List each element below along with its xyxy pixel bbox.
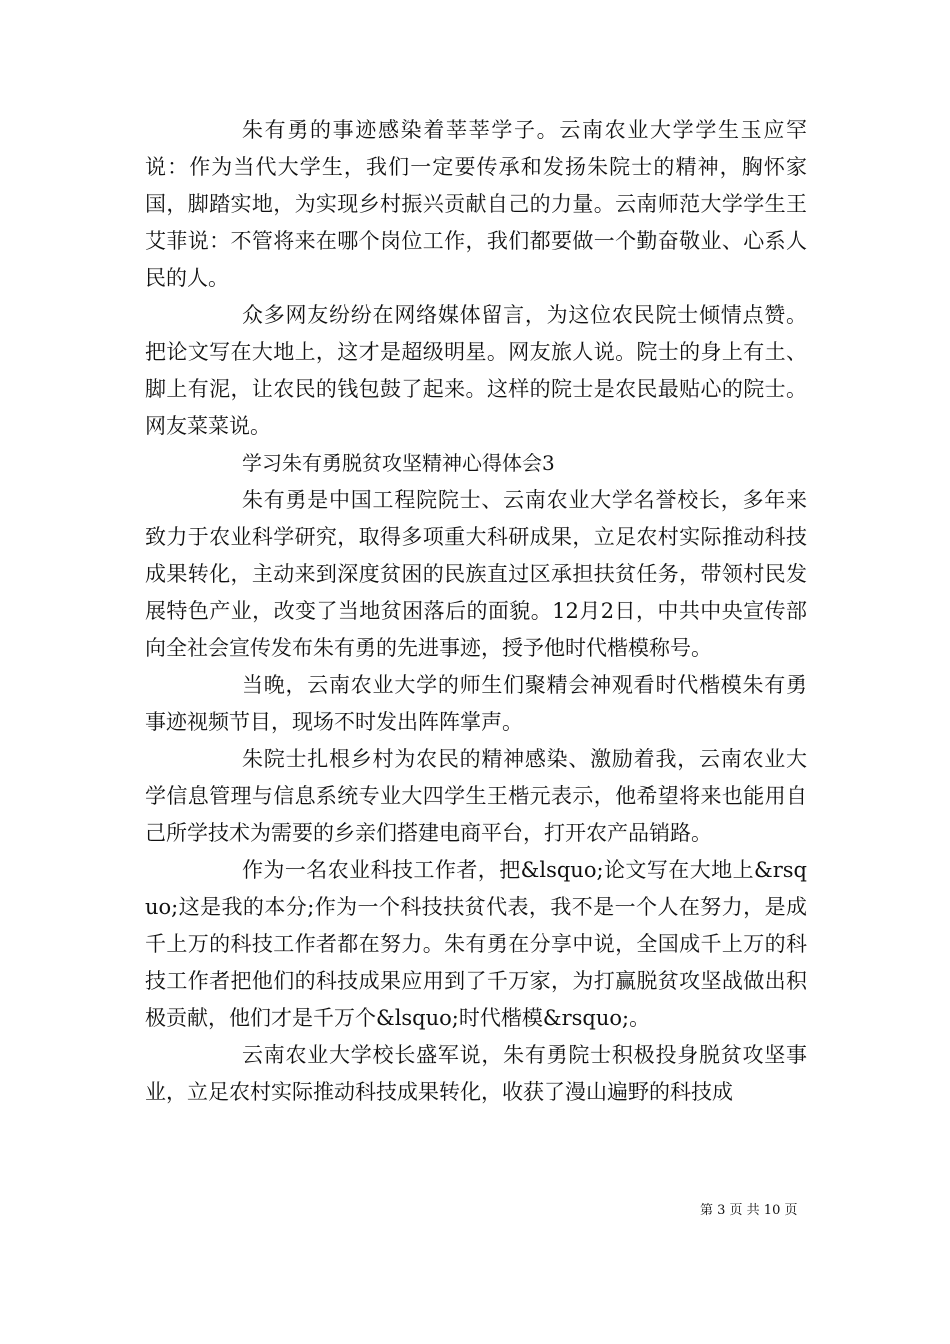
paragraph: 众多网友纷纷在网络媒体留言，为这位农民院士倾情点赞。把论文写在大地上，这才是超级明星。网友旅人说。院士的身上有土、脚上有泥，让农民的钱包鼓了起来。这样的院士是农民最贴心的院士。网友菜菜说。 bbox=[145, 303, 807, 438]
paragraph: 当晚，云南农业大学的师生们聚精会神观看时代楷模朱有勇事迹视频节目，现场不时发出阵阵掌声。 bbox=[145, 673, 807, 734]
paragraph: 朱有勇的事迹感染着莘莘学子。云南农业大学学生玉应罕说：作为当代大学生，我们一定要传承和发扬朱院士的精神，胸怀家国，脚踏实地，为实现乡村振兴贡献自己的力量。云南师范大学学生王艾菲说：不管将来在哪个岗位工作，我们都要做一个勤奋敬业、心系人民的人。 bbox=[145, 118, 807, 290]
section-heading: 学习朱有勇脱贫攻坚精神心得体会3 bbox=[242, 451, 555, 475]
paragraph: 作为一名农业科技工作者，把&lsquo;论文写在大地上&rsquo;这是我的本分;作为一个科技扶贫代表，我不是一个人在努力，是成千上万的科技工作者都在努力。朱有勇在分享中说，全国成千上万的科技工作者把他们的科技成果应用到了千万家，为打赢脱贫攻坚战做出积极贡献，他们才是千万个&lsquo;时代楷模&rsquo;。 bbox=[145, 858, 807, 1030]
page-number: 第 3 页 共 10 页 bbox=[700, 1203, 798, 1218]
paragraph: 云南农业大学校长盛军说，朱有勇院士积极投身脱贫攻坚事业，立足农村实际推动科技成果转化，收获了漫山遍野的科技成 bbox=[145, 1043, 807, 1104]
paragraph: 朱有勇是中国工程院院士、云南农业大学名誉校长，多年来致力于农业科学研究，取得多项重大科研成果，立足农村实际推动科技成果转化，主动来到深度贫困的民族直过区承担扶贫任务，带领村民发展特色产业，改变了当地贫困落后的面貌。12月2日，中共中央宣传部向全社会宣传发布朱有勇的先进事迹，授予他时代楷模称号。 bbox=[145, 488, 807, 660]
document-body bbox=[145, 112, 807, 1111]
paragraph: 朱院士扎根乡村为农民的精神感染、激励着我，云南农业大学信息管理与信息系统专业大四学生王楷元表示，他希望将来也能用自己所学技术为需要的乡亲们搭建电商平台，打开农产品销路。 bbox=[145, 747, 807, 845]
